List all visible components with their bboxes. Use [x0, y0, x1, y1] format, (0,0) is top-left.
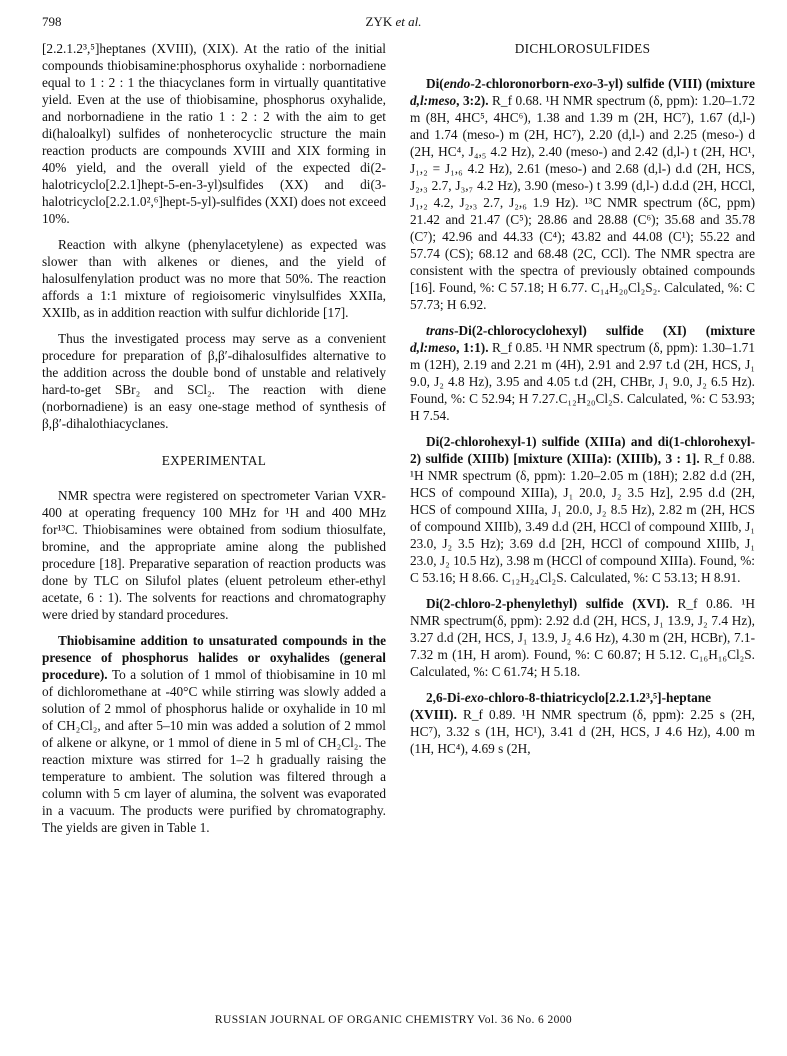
- compound-data-xvi: R_f 0.86. ¹H NMR spectrum(δ, ppm): 2.92 d.d (2H, HCS, J₁ 13.9, J₂ 7.4 Hz), 3.27 d.d (2H, HCS, J₁ 13.9, J₂ 4.6 Hz), 4.30 m (2H, HCBr), 7.1-7.32 m (1H, H arom). Found, %: C 60.87; H 5.12. C₁₆H₁₆Cl₂S. Calculated, %: C 61.74; H 5.18.: [410, 596, 756, 679]
- running-title-authors: ZYK: [365, 14, 393, 29]
- title-part: -3-yl) sulfide (VIII) (mixture: [592, 76, 755, 91]
- paragraph-alkyne: Reaction with alkyne (phenylacetylene) as expected was slower than with alkenes or dienes, and the yield of halosulfenylation product was no more that 50%. The reaction affords a 1:1 mixture of regioisomeric vinylsulfides XXIIa, XXIIb, as in addition reaction with sulfur dichloride [17].: [42, 237, 386, 320]
- title-part-italic: trans: [426, 323, 455, 338]
- title-part: , 1:1).: [456, 340, 489, 355]
- compound-data-xi: R_f 0.85. ¹H NMR spectrum (δ, ppm): 1.30–1.71 m (12H), 2.19 and 2.21 m (4H), 2.91 and 2.97 t.d (2H, HCS, J₁ 9.0, J₂ 4.8 Hz), 3.95 and 4.05 t.d (2H, CHBr, J₁ 9.0, J₂ 6.5 Hz). Found, %: C 52.94; H 7.27.C₁₂H₂₀Cl₂S. Calculated, %: C 53.93; H 7.54.: [410, 340, 755, 423]
- title-part: -2-chloronorborn-: [470, 76, 574, 91]
- compound-title-xvi: Di(2-chloro-2-phenylethyl) sulfide (XVI).: [426, 596, 669, 611]
- title-part-italic: d,l:meso: [410, 93, 457, 108]
- compound-data-viii: R_f 0.68. ¹H NMR spectrum (δ, ppm): 1.20–1.72 m (8H, 4HC⁵, 4HC⁶), 1.38 and 1.39 m (2H, HC⁷), 1.67 (d,l-) and 1.74 (meso-) m (2H, HC⁷), 2.20 (d,l-) and 2.25 (meso-) d (2H, HC⁴, J₄,₅ 4.2 Hz), 2.40 (meso-) and 2.42 (d,l-) t (2H, HC¹, J₁,₂ = J₁,₆ 4.2 Hz), 2.61 (meso-) and 2.68 (d,l-) d.d (2H, HCS, J₂,₃ 2.7, J₃,₇ 4.2 Hz), 3.90 (meso-) t 3.99 (d,l-) d.d.d (2H, HCCl, J₁,₂ 4.2, J₂,₃ 2.7, J₂,₆ 1.9 Hz). ¹³C NMR spectrum (δC, ppm) 21.42 and 21.47 (C⁵); 28.86 and 28.88 (C⁶); 35.68 and 35.78 (C⁷); 42.96 and 44.33 (C⁴); 43.82 and 44.08 (C¹); 55.22 and 57.74 (CS); 68.12 and 68.48 (2C, CCl). The NMR spectra are consistent with the spectra of previously obtained compounds [16]. Found, %: C 57.18; H 6.77. C₁₄H₂₀Cl₂S₂. Calculated, %: C 57.73; H 6.92.: [410, 93, 755, 312]
- running-title-etal: et al.: [395, 14, 422, 29]
- compound-data-xviii: R_f 0.89. ¹H NMR spectrum (δ, ppm): 2.25 s (2H, HC⁷), 3.32 s (1H, HC¹), 3.41 d (2H, HCS, J 4.6 Hz), 4.00 m (1H, HC⁴), 4.69 s (2H,: [410, 707, 755, 756]
- title-part-italic: exo: [573, 76, 593, 91]
- page-header: [42, 14, 745, 34]
- title-part: Di(: [426, 76, 444, 91]
- compound-entry-xiii: [410, 433, 755, 586]
- paragraph-nmr-methods: NMR spectra were registered on spectrometer Varian VXR-400 at operating frequency 100 MHz for ¹H and 400 MHz for¹³C. Thiobisamines were obtained from sodium thiosulfate, bromine, and the appropriate amine along the published procedure [18]. Preparative separation of reaction products was done by TLC on Silufol plates (eluent petroleum ether-ethyl acetate, 6 : 1). The solvents for reactions and chromatography were dried by standard procedures.: [42, 488, 386, 622]
- page-footer: RUSSIAN JOURNAL OF ORGANIC CHEMISTRY Vol. 36 No. 6 2000: [214, 1014, 573, 1026]
- procedure-text: To a solution of 1 mmol of thiobisamine in 10 ml of dichloromethane at -40°C while stirring was slowly added a solution of 2 mmol of phosphorus halide or oxyhalide in 10 ml of CH₂Cl₂, and after 5–10 min was added a solution of 2 mmol of alkene or alkyne, or 1 mmol of diene in 5 ml of CH₂Cl₂. The reaction mixture was stirred for 1–2 h gradually raising the temperature to ambient. The solution was filtered through a column with 5 cm layer of alumina, the solvent was evaporated in a vacuum. The products were purified by chromatography. The yields are given in Table 1.: [42, 667, 386, 835]
- paragraph-continued: [2.2.1.2³,⁵]heptanes (XVIII), (XIX). At the ratio of the initial compounds thiobisamine:phosphorus oxyhalide : norbornadiene equal to 1 : 2 : 1 the thiacyclanes form in virtually quantitative yield. Even at the use of thiobisamine, phosphorus oxyhalide, and norbornadiene in the ratio 1 : 2 : 2 with the aim to get di(haloalkyl) sulfides of nonheterocyclic structure the main reaction products are compounds XVIII and XIX forming in 40% yield, and the overall yield of the expected di(2-halotricyclo[2.2.1]hept-5-en-3-yl)sulfides (XX) and di(3-halotricyclo[2.2.1.0²,⁶]hept-5-yl)-sulfides (XXI) does not exceed 10%.: [42, 41, 386, 226]
- title-part: 2,6-Di-: [426, 690, 465, 705]
- left-column: [42, 40, 386, 836]
- title-part: -Di(2-chlorocyclohexyl) sulfide (XI) (mixture: [454, 323, 755, 338]
- compound-entry-xvi: [410, 595, 755, 680]
- title-part-italic: exo: [464, 690, 484, 705]
- right-column: [410, 40, 755, 757]
- section-heading-dichlorosulfides: DICHLOROSULFIDES: [514, 41, 651, 56]
- title-part: , 3:2).: [456, 93, 489, 108]
- compound-entry-viii: [410, 75, 755, 313]
- compound-entry-xviii: [410, 689, 755, 757]
- running-title: [42, 14, 745, 30]
- paragraph-conclusion: Thus the investigated process may serve as a convenient procedure for preparation of β,β′-dihalosulfides alternative to the addition across the double bond of unstable and relatively hard-to-get SBr₂ and SCl₂. The reaction with diene (norbornadiene) is an easy one-stage method of synthesis of β,β′-dihalothiacyclanes.: [42, 331, 386, 431]
- compound-title-xiii: Di(2-chlorohexyl-1) sulfide (XIIIa) and di(1-chlorohexyl-2) sulfide (XIIIb) [mixture (XIIIa): (XIIIb), 3 : 1].: [410, 434, 755, 466]
- page-number: 798: [42, 14, 62, 29]
- procedure-title: Thiobisamine addition to unsaturated compounds in the presence of phosphorus halides or oxyhalides (general procedure).: [42, 633, 386, 682]
- title-part-italic: endo: [443, 76, 471, 91]
- paragraph-general-procedure: [42, 632, 386, 836]
- section-heading-experimental: EXPERIMENTAL: [161, 453, 267, 468]
- compound-data-xiii: R_f 0.88. ¹H NMR spectrum (δ, ppm): 1.20–2.05 m (18H); 2.82 d.d (2H, HCS of compound XIIIa), J₁ 20.0, J₂ 3.5 Hz], 2.95 d.d (2H, HCS of compound XIIIa, J₁ 20.0, J₂ 8.5 Hz), 2.82 m (2H, HCS of compound XIIIb), 3.49 d.d (2H, HCCl of compound XIIIb, J₁ 23.0, J₂ 3.5 Hz); 3.69 d.d [2H, HCCl of compound XIIIb, J₁ 23.0, J₂ 10.5 Hz), 3.98 m (HCCl of compound XIIIa). Found, %: C 53.16; H 8.66. C₁₂H₂₄Cl₂S. Calculated, %: C 53.13; H 8.91.: [410, 451, 756, 585]
- title-part: -chloro-8-thiatricyclo[2.2.1.2³,⁵]-heptane (XVIII).: [410, 690, 712, 722]
- compound-entry-xi: [410, 322, 755, 424]
- title-part-italic: d,l:meso: [410, 340, 457, 355]
